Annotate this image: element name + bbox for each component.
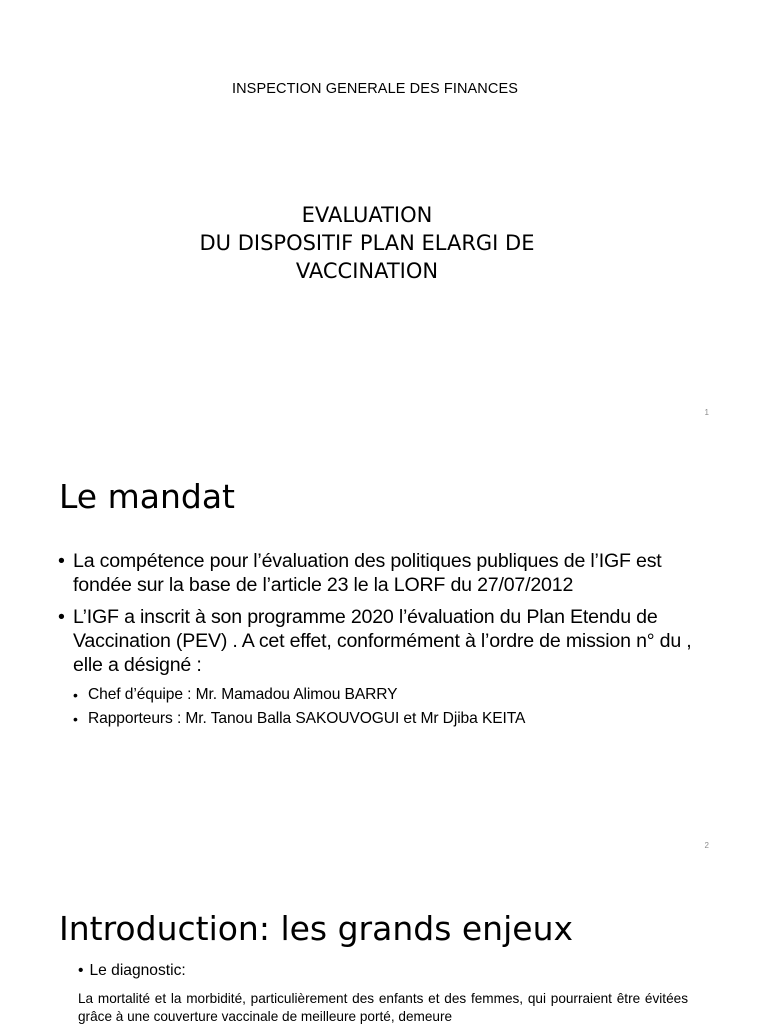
bullet-icon: • bbox=[73, 711, 78, 727]
sub-bullet-text: Chef d’équipe : Mr. Mamadou Alimou BARRY bbox=[88, 686, 398, 703]
bullet-text: La compétence pour l’évaluation des politiques publiques de l’IGF est fondée sur la base de l’article 23 le la LORF du 27/07/2012 bbox=[73, 550, 662, 596]
slide-cover bbox=[0, 0, 768, 433]
cover-title bbox=[0, 201, 734, 285]
bullet-icon: • bbox=[78, 962, 84, 979]
bullet-icon: • bbox=[58, 606, 65, 628]
body-paragraph: La mortalité et la morbidité, particulièrement des enfants et des femmes, qui pourraient être évitées grâce à une couverture vaccinale de meilleure porté, demeure bbox=[78, 991, 688, 1024]
sub-bullet-list bbox=[73, 683, 708, 731]
cover-title-line: DU DISPOSITIF PLAN ELARGI DE bbox=[199, 231, 535, 255]
sub-bullet-item bbox=[73, 683, 708, 707]
slide-heading: Introduction: les grands enjeux bbox=[59, 909, 574, 948]
bullet-item bbox=[58, 605, 708, 731]
bullet-item bbox=[58, 549, 708, 597]
cover-title-line: EVALUATION bbox=[301, 203, 433, 227]
slide-number: 1 bbox=[704, 408, 709, 417]
bullet-icon: • bbox=[73, 687, 78, 703]
bullet-list bbox=[58, 549, 708, 739]
bullet-text: L’IGF a inscrit à son programme 2020 l’évaluation du Plan Etendu de Vaccination (PEV) . A cet effet, conformément à l’ordre de mission n° du , elle a désigné : bbox=[73, 606, 692, 676]
organization-header: INSPECTION GENERALE DES FINANCES bbox=[231, 81, 518, 97]
cover-title-line: VACCINATION bbox=[295, 259, 439, 283]
bullet-item bbox=[78, 961, 186, 981]
slide-heading: Le mandat bbox=[59, 477, 235, 516]
slide-introduction bbox=[0, 866, 768, 1024]
slide-mandate bbox=[0, 433, 768, 866]
bullet-text: Le diagnostic: bbox=[89, 962, 186, 979]
slide-number: 2 bbox=[704, 841, 709, 850]
bullet-icon: • bbox=[58, 550, 65, 572]
sub-bullet-item bbox=[73, 707, 708, 731]
sub-bullet-text: Rapporteurs : Mr. Tanou Balla SAKOUVOGUI et Mr Djiba KEITA bbox=[88, 710, 526, 727]
